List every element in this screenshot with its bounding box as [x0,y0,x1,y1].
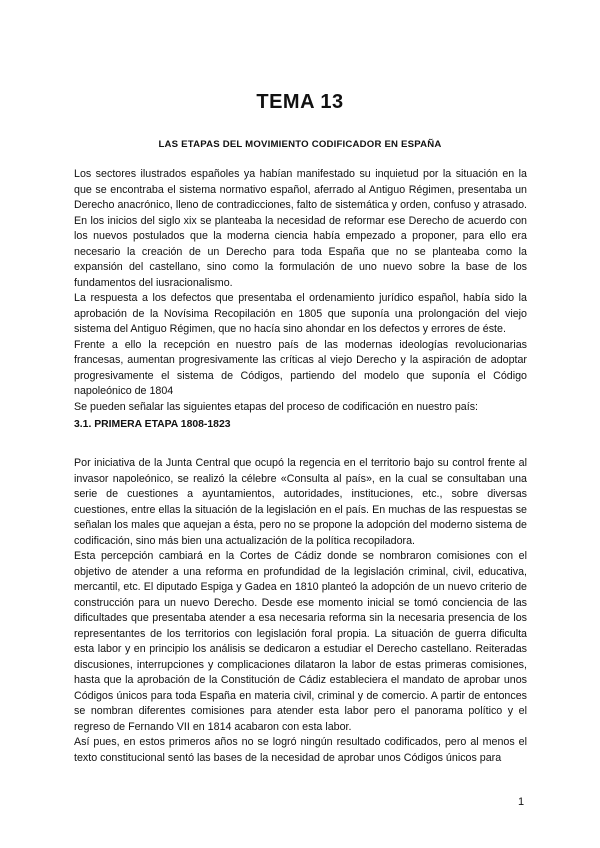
page-number: 1 [518,796,525,808]
document-subtitle: LAS ETAPAS DEL MOVIMIENTO CODIFICADOR EN ESPAÑA [158,139,442,150]
intro-paragraph-4: Se pueden señalar las siguientes etapas del proceso de codificación en nuestro país: [74,400,479,413]
section-heading: 3.1. PRIMERA ETAPA 1808-1823 [74,419,231,430]
section-text-2 [74,549,527,735]
section-paragraph-2: Esta percepción cambiará en la Cortes de Cádiz donde se nombraron comisiones con el objetivo de atender a una reforma en profundidad de la legislación criminal, civil, educativa, mercantil, etc. El diputado Espiga y Gadea en 1810 planteó la adopción de un nuevo criterio de construcción para un nuevo Derecho. Desde ese momento inicial se tomó conciencia de las dificultades que presentaba atender a esa necesaria reforma sin la necesaria presencia de los representantes de los territorios con legislación foral propia. La situación de guerra dificulta esta labor y en principio los análisis se dedicaron a estudiar el Derecho castellano. Reiteradas discusiones, interrupciones y complicaciones dilataron la labor de estas primeras comisiones, hasta que la aprobación de la Constitución de Cádiz estableciera el mandato de aprobar unos Códigos únicos para toda España en materia civil, criminal y de comercio. A partir de entonces se nombran diferentes comisiones para atender esta labor pero el panorama político y el regreso de Fernando VII en 1814 acabaron con esta labor. [74,550,527,733]
intro-paragraph-1: Los sectores ilustrados españoles ya habían manifestado su inquietud por la situación en la que se encontraba el sistema normativo español, aferrado al Antiguo Régimen, presentaba un Derecho anacrónico, lleno de contradicciones, falto de sistemática y orden, confuso y atrasado. En los inicios del siglo xix se planteaba la necesidad de reformar ese Derecho de acuerdo con los nuevos postulados que la moderna ciencia había empezado a proponer, para ello era necesario la creación de un Derecho para toda España que no se planteaba como la expansión del castellano, sino como la formulación de uno nuevo sobre la base de los fundamentos del iusracionalismo. [74,168,527,289]
section-paragraph-3: Así pues, en estos primeros años no se logró ningún resultado codificados, pero al menos el texto constitucional sentó las bases de la necesidad de aprobar unos Códigos únicos para [74,736,527,764]
section-text [74,456,527,549]
intro-paragraph-3: Frente a ello la recepción en nuestro país de las modernas ideologías revolucionarias francesas, aumentan progresivamente las críticas al viejo Derecho y la aspiración de adoptar progresivamente el sistema de Códigos, partiendo del modelo que suponía el Código napoleónico de 1804 [74,338,527,397]
intro-paragraph-2: La respuesta a los defectos que presentaba el ordenamiento jurídico español, había sido la aprobación de la Novísima Recopilación en 1805 que suponía una prolongación del viejo sistema del Antiguo Régimen, que no hacía sino ahondar en los defectos y errores de éste. [74,292,527,335]
document-title: TEMA 13 [256,91,344,113]
section-paragraph-1: Por iniciativa de la Junta Central que ocupó la regencia en el territorio bajo su control frente al invasor napoleónico, se realizó la célebre «Consulta al país», en la cual se consultaban una serie de cuestiones a ayuntamientos, autoridades, instituciones, etc., sobre diversas cuestiones, entre ellas la situación de la legislación en el país. En muchas de las respuestas se señalan los males que aquejan a ésta, pero no se propone la adopción del moderno sistema de codificación, sino más bien una actualización de la política recopiladora. [74,457,527,547]
intro-text [74,167,527,415]
section-text-3 [74,735,527,766]
